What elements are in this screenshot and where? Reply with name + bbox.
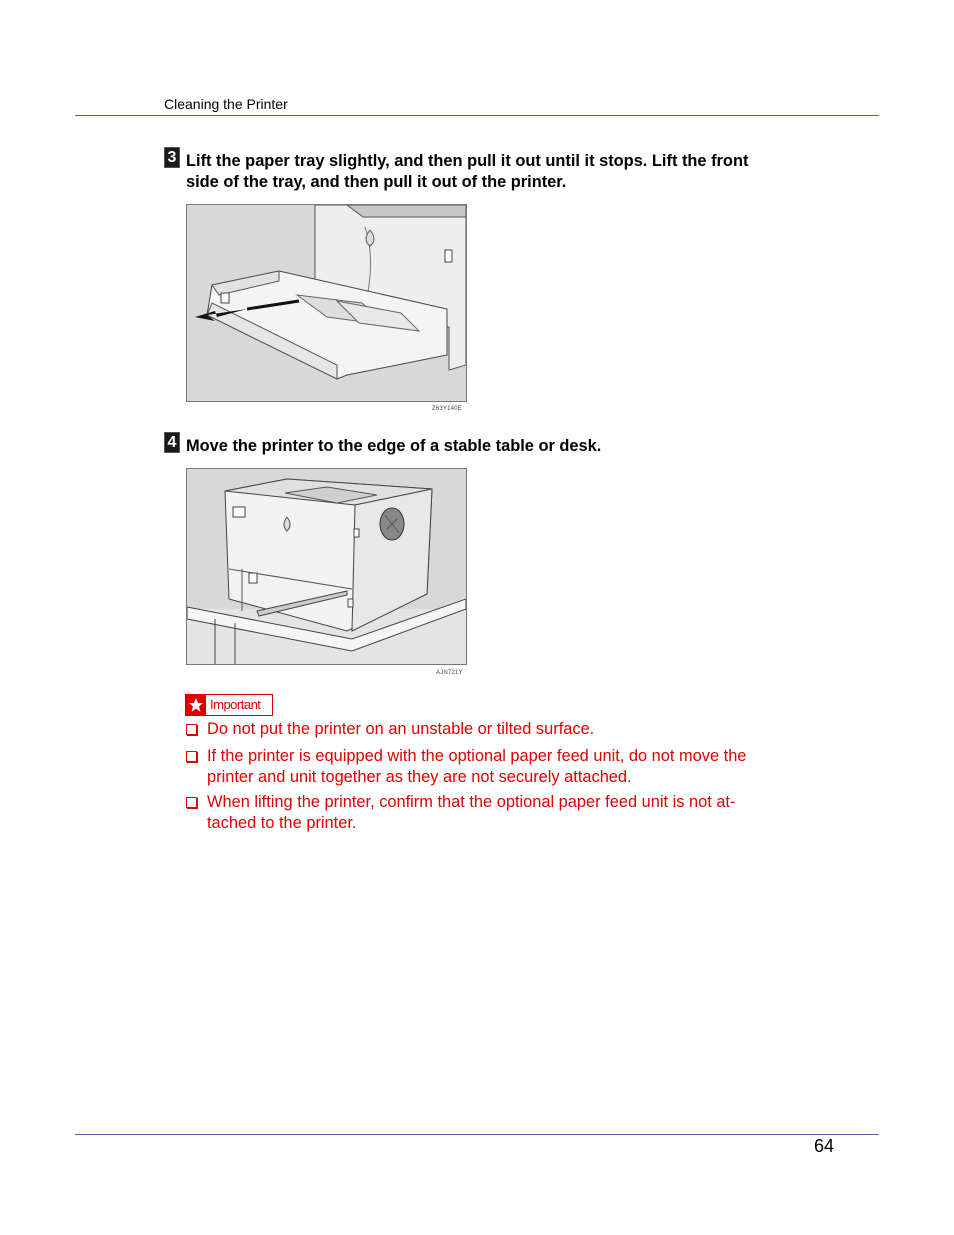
- footer-rule: [75, 1134, 879, 1135]
- checkbox-bullet-icon: [186, 724, 197, 735]
- printer-on-table-edge-illustration: [186, 468, 467, 665]
- figure-code: AJN721Y: [436, 670, 463, 676]
- important-badge: [185, 694, 273, 716]
- checkbox-bullet-icon: [186, 797, 197, 808]
- running-header: Cleaning the Printer: [164, 96, 288, 112]
- important-note: Do not put the printer on an unstable or tilted surface.: [186, 719, 796, 740]
- star-icon: [186, 695, 206, 715]
- step-4-instruction: Move the printer to the edge of a stable table or desk.: [186, 437, 602, 455]
- important-label: Important: [210, 697, 261, 712]
- step-3-instruction: [186, 151, 806, 193]
- important-note: If the printer is equipped with the optional paper feed unit, do not move the printer and unit together as they are not securely attached.: [186, 746, 796, 788]
- header-rule: [75, 115, 879, 116]
- paper-tray-removal-illustration: [186, 204, 467, 402]
- step-3-line1: Lift the paper tray slightly, and then pull it out until it stops. Lift the front: [186, 152, 749, 170]
- figure-code: Z63Y140E: [432, 406, 462, 412]
- step-number-badge: 3: [164, 147, 180, 168]
- step-number-badge: 4: [164, 432, 180, 453]
- step-3-line2: side of the tray, and then pull it out of the printer.: [186, 173, 567, 191]
- important-note: When lifting the printer, confirm that the optional paper feed unit is not at- tached to the printer.: [186, 792, 796, 834]
- checkbox-bullet-icon: [186, 751, 197, 762]
- page-number: 64: [813, 1136, 834, 1156]
